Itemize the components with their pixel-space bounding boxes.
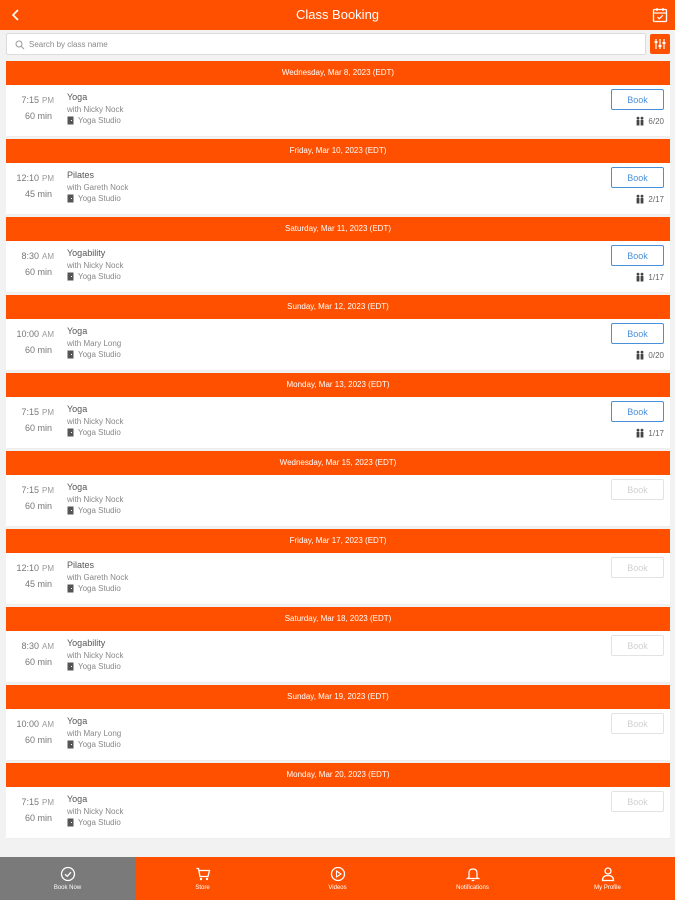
filter-sliders-icon: [653, 37, 667, 51]
time-value: 7:15: [21, 407, 39, 417]
day-section: [6, 295, 670, 373]
time-value: 10:00: [16, 719, 39, 729]
class-time: [6, 485, 54, 495]
location-label: Yoga Studio: [78, 350, 121, 359]
time-ampm: AM: [42, 252, 54, 261]
time-value: 12:10: [16, 563, 39, 573]
day-header: Friday, Mar 10, 2023 (EDT): [6, 139, 670, 163]
class-capacity: [635, 194, 664, 204]
user-icon: [600, 866, 616, 882]
class-row[interactable]: [6, 631, 670, 683]
day-header: Saturday, Mar 18, 2023 (EDT): [6, 607, 670, 631]
bell-icon: [465, 866, 481, 882]
time-ampm: AM: [42, 642, 54, 651]
class-instructor: with Nicky Nock: [67, 651, 124, 660]
search-icon: [14, 39, 26, 51]
class-time: [6, 797, 54, 807]
location-label: Yoga Studio: [78, 272, 121, 281]
book-button[interactable]: Book: [611, 167, 664, 188]
class-instructor: with Mary Long: [67, 729, 122, 738]
people-icon: [635, 194, 645, 204]
location-label: Yoga Studio: [78, 428, 121, 437]
nav-label: My Profile: [594, 885, 621, 891]
class-capacity: [635, 272, 664, 282]
class-duration: 60 min: [24, 423, 52, 433]
book-button[interactable]: Book: [611, 557, 664, 578]
day-section: [6, 217, 670, 295]
door-icon: [67, 818, 74, 827]
class-row[interactable]: [6, 787, 670, 839]
class-duration: 60 min: [24, 345, 52, 355]
day-header: Wednesday, Mar 8, 2023 (EDT): [6, 61, 670, 85]
class-duration: 45 min: [24, 189, 52, 199]
nav-label: Store: [195, 885, 210, 891]
day-header: Monday, Mar 13, 2023 (EDT): [6, 373, 670, 397]
class-location: [67, 818, 121, 827]
nav-store[interactable]: [135, 857, 270, 900]
location-label: Yoga Studio: [78, 506, 121, 515]
class-instructor: with Nicky Nock: [67, 495, 124, 504]
class-name: Pilates: [67, 560, 95, 570]
day-header: Friday, Mar 17, 2023 (EDT): [6, 529, 670, 553]
search-box: [6, 33, 646, 55]
class-duration: 60 min: [24, 657, 52, 667]
day-section: [6, 451, 670, 529]
class-time: [6, 329, 54, 339]
check-circle-icon: [60, 866, 76, 882]
door-icon: [67, 740, 74, 749]
book-button[interactable]: Book: [611, 713, 664, 734]
play-circle-icon: [330, 866, 346, 882]
people-icon: [635, 428, 645, 438]
book-button[interactable]: Book: [611, 479, 664, 500]
day-section: [6, 61, 670, 139]
class-row[interactable]: [6, 397, 670, 449]
people-icon: [635, 272, 645, 282]
day-section: [6, 139, 670, 217]
class-time: [6, 563, 54, 573]
time-ampm: PM: [42, 96, 54, 105]
day-section: [6, 685, 670, 763]
door-icon: [67, 194, 74, 203]
class-instructor: with Nicky Nock: [67, 261, 124, 270]
class-duration: 60 min: [24, 111, 52, 121]
class-time: [6, 173, 54, 183]
door-icon: [67, 584, 74, 593]
class-location: [67, 740, 121, 749]
class-row[interactable]: [6, 475, 670, 527]
nav-label: Notifications: [456, 885, 489, 891]
time-value: 10:00: [16, 329, 39, 339]
capacity-value: 1/17: [648, 428, 664, 438]
door-icon: [67, 116, 74, 125]
class-instructor: with Gareth Nock: [67, 573, 129, 582]
day-section: [6, 373, 670, 451]
location-label: Yoga Studio: [78, 116, 121, 125]
class-duration: 60 min: [24, 735, 52, 745]
door-icon: [67, 506, 74, 515]
class-name: Yogability: [67, 248, 106, 258]
door-icon: [67, 428, 74, 437]
door-icon: [67, 350, 74, 359]
class-name: Yoga: [67, 404, 88, 414]
nav-book-now[interactable]: [0, 857, 135, 900]
time-ampm: PM: [42, 486, 54, 495]
class-name: Yoga: [67, 482, 88, 492]
class-name: Yoga: [67, 92, 88, 102]
search-row: [6, 33, 670, 55]
class-name: Yogability: [67, 638, 106, 648]
day-section: [6, 607, 670, 685]
class-duration: 60 min: [24, 501, 52, 511]
class-instructor: with Mary Long: [67, 339, 122, 348]
class-location: [67, 428, 121, 437]
class-location: [67, 116, 121, 125]
day-header: Sunday, Mar 12, 2023 (EDT): [6, 295, 670, 319]
class-location: [67, 194, 121, 203]
capacity-value: 2/17: [648, 194, 664, 204]
class-location: [67, 584, 121, 593]
time-ampm: PM: [42, 564, 54, 573]
book-button[interactable]: Book: [611, 401, 664, 422]
class-instructor: with Gareth Nock: [67, 183, 129, 192]
location-label: Yoga Studio: [78, 662, 121, 671]
day-section: [6, 529, 670, 607]
class-location: [67, 350, 121, 359]
class-row[interactable]: [6, 85, 670, 137]
time-value: 8:30: [21, 251, 39, 261]
day-section: [6, 763, 670, 841]
class-row[interactable]: [6, 163, 670, 215]
capacity-value: 1/17: [648, 272, 664, 282]
class-time: [6, 407, 54, 417]
location-label: Yoga Studio: [78, 194, 121, 203]
class-time: [6, 251, 54, 261]
class-location: [67, 662, 121, 671]
class-row[interactable]: [6, 553, 670, 605]
time-ampm: AM: [42, 720, 54, 729]
time-ampm: PM: [42, 408, 54, 417]
class-duration: 45 min: [24, 579, 52, 589]
day-header: Sunday, Mar 19, 2023 (EDT): [6, 685, 670, 709]
class-row[interactable]: [6, 241, 670, 293]
nav-my-profile[interactable]: [540, 857, 675, 900]
time-ampm: AM: [42, 330, 54, 339]
class-name: Yoga: [67, 716, 88, 726]
search-input[interactable]: [29, 36, 629, 52]
time-value: 7:15: [21, 95, 39, 105]
class-list: [6, 61, 670, 841]
time-value: 12:10: [16, 173, 39, 183]
capacity-value: 0/20: [648, 350, 664, 360]
class-duration: 60 min: [24, 267, 52, 277]
nav-notifications[interactable]: [405, 857, 540, 900]
class-instructor: with Nicky Nock: [67, 417, 124, 426]
class-instructor: with Nicky Nock: [67, 105, 124, 114]
time-value: 8:30: [21, 641, 39, 651]
time-ampm: PM: [42, 174, 54, 183]
calendar-icon: [651, 6, 669, 24]
nav-label: Book Now: [53, 885, 82, 891]
book-button[interactable]: Book: [611, 791, 664, 812]
nav-label: Videos: [328, 885, 347, 891]
class-capacity: [635, 116, 664, 126]
header-bar: [0, 0, 675, 30]
location-label: Yoga Studio: [78, 584, 121, 593]
class-instructor: with Nicky Nock: [67, 807, 124, 816]
book-button[interactable]: Book: [611, 323, 664, 344]
location-label: Yoga Studio: [78, 818, 121, 827]
class-capacity: [635, 350, 664, 360]
time-value: 7:15: [21, 485, 39, 495]
book-button[interactable]: Book: [611, 245, 664, 266]
day-header: Saturday, Mar 11, 2023 (EDT): [6, 217, 670, 241]
capacity-value: 6/20: [648, 116, 664, 126]
class-time: [6, 95, 54, 105]
class-row[interactable]: [6, 709, 670, 761]
class-name: Pilates: [67, 170, 95, 180]
filter-button[interactable]: [650, 34, 670, 54]
bottom-nav: [0, 857, 675, 900]
people-icon: [635, 116, 645, 126]
class-location: [67, 272, 121, 281]
class-capacity: [635, 428, 664, 438]
calendar-button[interactable]: [651, 6, 669, 24]
door-icon: [67, 272, 74, 281]
location-label: Yoga Studio: [78, 740, 121, 749]
class-duration: 60 min: [24, 813, 52, 823]
class-name: Yoga: [67, 326, 88, 336]
class-row[interactable]: [6, 319, 670, 371]
day-header: Monday, Mar 20, 2023 (EDT): [6, 763, 670, 787]
class-location: [67, 506, 121, 515]
book-button[interactable]: Book: [611, 635, 664, 656]
time-value: 7:15: [21, 797, 39, 807]
class-name: Yoga: [67, 794, 88, 804]
class-time: [6, 641, 54, 651]
people-icon: [635, 350, 645, 360]
page-title: Class Booking: [295, 7, 380, 22]
cart-icon: [195, 866, 211, 882]
nav-videos[interactable]: [270, 857, 405, 900]
class-time: [6, 719, 54, 729]
door-icon: [67, 662, 74, 671]
book-button[interactable]: Book: [611, 89, 664, 110]
time-ampm: PM: [42, 798, 54, 807]
day-header: Wednesday, Mar 15, 2023 (EDT): [6, 451, 670, 475]
